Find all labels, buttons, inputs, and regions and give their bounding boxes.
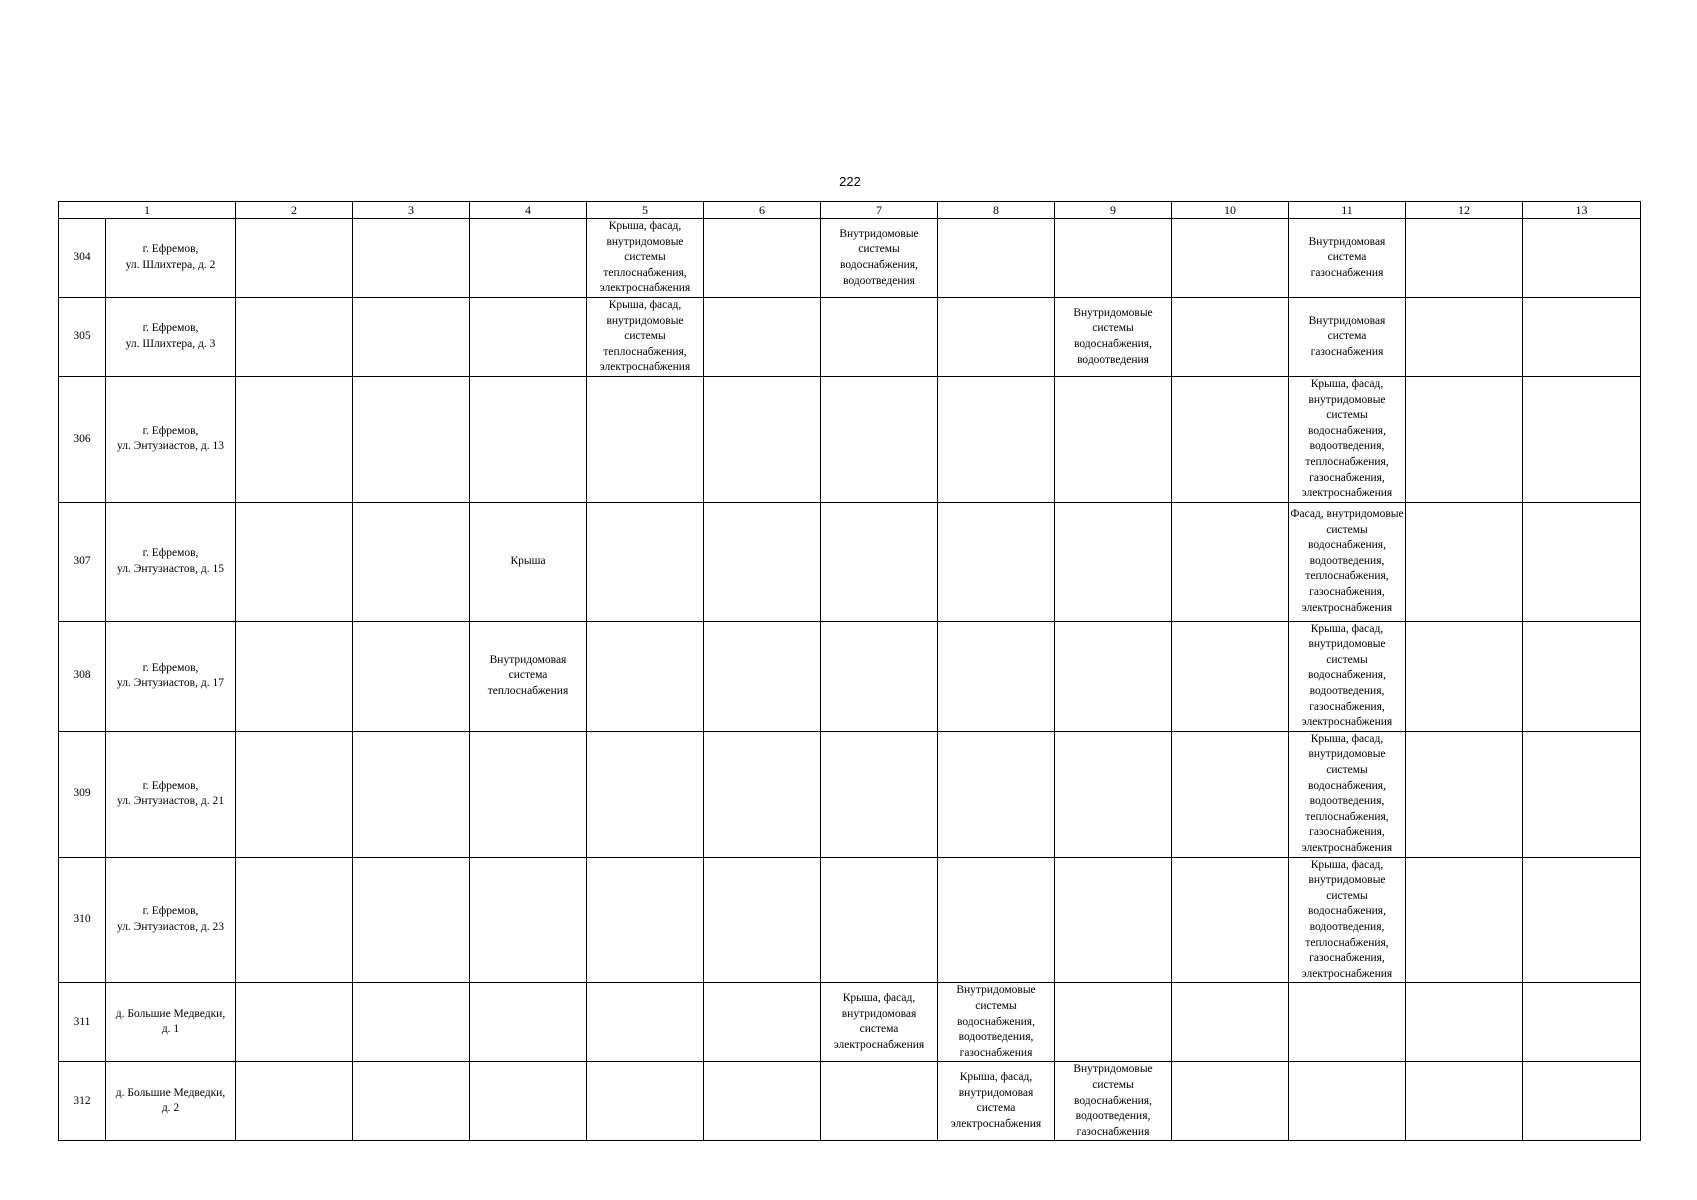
column-header-2: 2: [236, 202, 353, 219]
work-cell-col-6: [704, 1062, 821, 1141]
work-cell-text: Крыша, фасад, внутридомовые системы водоснабжения, водоотведения, газоснабжения, электроснабжения: [1301, 622, 1393, 729]
work-cell-col-2: [236, 731, 353, 857]
row-number: 309: [59, 731, 106, 857]
work-cell-col-4: [470, 621, 587, 731]
work-cell-text: Крыша, фасад, внутридомовые системы водоснабжения, водоотведения, теплоснабжения, газоснабжения, электроснабжения: [1301, 732, 1393, 854]
column-header-13: 13: [1523, 202, 1641, 219]
column-header-3: 3: [353, 202, 470, 219]
work-cell-col-4: [470, 219, 587, 298]
work-cell-col-10: [1172, 376, 1289, 502]
work-cell-col-8: [938, 297, 1055, 376]
address-cell: г. Ефремов, ул. Энтузиастов, д. 23: [106, 857, 236, 983]
address-cell: г. Ефремов, ул. Шлихтера, д. 2: [106, 219, 236, 298]
work-cell-col-10: [1172, 621, 1289, 731]
work-cell-text: Крыша, фасад, внутридомовая система электроснабжения: [833, 992, 925, 1051]
address-cell: г. Ефремов, ул. Энтузиастов, д. 17: [106, 621, 236, 731]
work-cell-col-9: [1055, 376, 1172, 502]
row-number: 312: [59, 1062, 106, 1141]
work-cell-text: Крыша, фасад, внутридомовые системы теплоснабжения, электроснабжения: [599, 220, 691, 295]
work-cell-col-12: [1406, 983, 1523, 1062]
work-cell-col-10: [1172, 1062, 1289, 1141]
row-number: 310: [59, 857, 106, 983]
work-cell-col-6: [704, 297, 821, 376]
work-cell-text: Крыша, фасад, внутридомовая система электроснабжения: [950, 1071, 1042, 1130]
work-cell-col-7: [821, 502, 938, 621]
table-row: [59, 502, 1641, 621]
column-header-9: 9: [1055, 202, 1172, 219]
work-cell-col-9: [1055, 983, 1172, 1062]
work-cell-col-3: [353, 219, 470, 298]
work-cell-col-9: [1055, 219, 1172, 298]
work-cell-col-8: [938, 1062, 1055, 1141]
work-cell-col-12: [1406, 1062, 1523, 1141]
address-cell: д. Большие Медведки, д. 2: [106, 1062, 236, 1141]
work-cell-col-13: [1523, 376, 1641, 502]
work-cell-col-2: [236, 1062, 353, 1141]
work-cell-col-13: [1523, 983, 1641, 1062]
work-cell-col-2: [236, 297, 353, 376]
work-cell-col-9: [1055, 1062, 1172, 1141]
work-cell-col-11: [1289, 376, 1406, 502]
work-cell-text: Внутридомовые системы водоснабжения, водоотведения, газоснабжения: [1073, 1063, 1153, 1138]
address-cell: г. Ефремов, ул. Шлихтера, д. 3: [106, 297, 236, 376]
work-cell-col-10: [1172, 219, 1289, 298]
work-cell-col-11: [1289, 983, 1406, 1062]
work-cell-col-5: [587, 219, 704, 298]
work-cell-col-10: [1172, 983, 1289, 1062]
work-cell-col-6: [704, 731, 821, 857]
column-header-4: 4: [470, 202, 587, 219]
work-cell-col-2: [236, 502, 353, 621]
work-cell-col-2: [236, 621, 353, 731]
address-cell: г. Ефремов, ул. Энтузиастов, д. 21: [106, 731, 236, 857]
column-header-12: 12: [1406, 202, 1523, 219]
work-cell-col-6: [704, 376, 821, 502]
repair-schedule-table: [58, 201, 1641, 1141]
work-cell-col-10: [1172, 731, 1289, 857]
work-cell-text: Крыша, фасад, внутридомовые системы теплоснабжения, электроснабжения: [599, 298, 691, 374]
work-cell-col-10: [1172, 297, 1289, 376]
work-cell-col-6: [704, 621, 821, 731]
work-cell-col-2: [236, 219, 353, 298]
work-cell-col-8: [938, 219, 1055, 298]
work-cell-text: Внутридомовая система теплоснабжения: [487, 653, 569, 698]
column-header-8: 8: [938, 202, 1055, 219]
work-cell-col-11: [1289, 502, 1406, 621]
work-cell-col-7: [821, 731, 938, 857]
page-number: 222: [839, 174, 861, 189]
work-cell-col-6: [704, 219, 821, 298]
work-cell-col-8: [938, 376, 1055, 502]
work-cell-text: Внутридомовая система газоснабжения: [1308, 314, 1386, 358]
work-cell-text: Крыша: [510, 554, 546, 567]
work-cell-text: Крыша, фасад, внутридомовые системы водоснабжения, водоотведения, теплоснабжения, газоснабжения, электроснабжения: [1301, 377, 1393, 500]
work-cell-col-12: [1406, 731, 1523, 857]
table-row: [59, 1062, 1641, 1141]
row-number: 304: [59, 219, 106, 298]
column-header-6: 6: [704, 202, 821, 219]
work-cell-col-7: [821, 1062, 938, 1141]
work-cell-col-11: [1289, 297, 1406, 376]
work-cell-col-8: [938, 621, 1055, 731]
work-cell-col-13: [1523, 1062, 1641, 1141]
table-row: [59, 857, 1641, 983]
work-cell-text: Внутридомовые системы водоснабжения, водоотведения: [839, 227, 919, 287]
work-cell-col-8: [938, 857, 1055, 983]
work-cell-col-7: [821, 857, 938, 983]
work-cell-col-13: [1523, 621, 1641, 731]
row-number: 305: [59, 297, 106, 376]
table-row: [59, 376, 1641, 502]
work-cell-col-11: [1289, 621, 1406, 731]
work-cell-col-2: [236, 983, 353, 1062]
work-cell-col-5: [587, 731, 704, 857]
work-cell-col-5: [587, 983, 704, 1062]
work-cell-col-3: [353, 502, 470, 621]
work-cell-col-12: [1406, 502, 1523, 621]
table-row: [59, 983, 1641, 1062]
work-cell-col-6: [704, 983, 821, 1062]
work-cell-col-6: [704, 857, 821, 983]
work-cell-text: Внутридомовая система газоснабжения: [1308, 235, 1386, 279]
work-cell-col-5: [587, 621, 704, 731]
work-cell-col-4: [470, 983, 587, 1062]
work-cell-col-4: [470, 1062, 587, 1141]
work-cell-col-8: [938, 731, 1055, 857]
work-cell-col-9: [1055, 857, 1172, 983]
work-cell-col-13: [1523, 297, 1641, 376]
work-cell-col-12: [1406, 219, 1523, 298]
table-row: [59, 219, 1641, 298]
work-cell-col-2: [236, 376, 353, 502]
work-cell-col-5: [587, 502, 704, 621]
work-cell-col-3: [353, 621, 470, 731]
column-header-7: 7: [821, 202, 938, 219]
column-header-1: 1: [59, 202, 236, 219]
row-number: 307: [59, 502, 106, 621]
work-cell-col-11: [1289, 219, 1406, 298]
address-cell: д. Большие Медведки, д. 1: [106, 983, 236, 1062]
work-cell-col-4: [470, 731, 587, 857]
work-cell-col-3: [353, 1062, 470, 1141]
table-row: [59, 621, 1641, 731]
work-cell-col-5: [587, 376, 704, 502]
work-cell-col-4: [470, 376, 587, 502]
column-header-11: 11: [1289, 202, 1406, 219]
address-cell: г. Ефремов, ул. Энтузиастов, д. 13: [106, 376, 236, 502]
work-cell-col-11: [1289, 1062, 1406, 1141]
work-cell-text: Фасад, внутридомовые системы водоснабжения, водоотведения, теплоснабжения, газоснабжения, электроснабжения: [1290, 508, 1404, 614]
column-header-10: 10: [1172, 202, 1289, 219]
work-cell-col-9: [1055, 297, 1172, 376]
work-cell-col-3: [353, 983, 470, 1062]
table-row: [59, 731, 1641, 857]
work-cell-col-3: [353, 857, 470, 983]
work-cell-col-13: [1523, 502, 1641, 621]
table-row: [59, 297, 1641, 376]
work-cell-col-10: [1172, 502, 1289, 621]
column-header-5: 5: [587, 202, 704, 219]
work-cell-col-12: [1406, 857, 1523, 983]
work-cell-col-10: [1172, 857, 1289, 983]
work-cell-col-5: [587, 857, 704, 983]
work-cell-col-4: [470, 857, 587, 983]
work-cell-col-12: [1406, 376, 1523, 502]
row-number: 308: [59, 621, 106, 731]
work-cell-col-7: [821, 621, 938, 731]
work-cell-col-4: [470, 297, 587, 376]
work-cell-col-8: [938, 983, 1055, 1062]
work-cell-col-2: [236, 857, 353, 983]
work-cell-text: Внутридомовые системы водоснабжения, водоотведения: [1073, 306, 1153, 366]
work-cell-col-9: [1055, 621, 1172, 731]
work-cell-col-5: [587, 1062, 704, 1141]
work-cell-col-3: [353, 731, 470, 857]
work-cell-col-11: [1289, 731, 1406, 857]
work-cell-col-5: [587, 297, 704, 376]
work-cell-col-13: [1523, 857, 1641, 983]
work-cell-col-4: [470, 502, 587, 621]
work-cell-col-7: [821, 297, 938, 376]
work-cell-col-7: [821, 219, 938, 298]
work-cell-text: Внутридомовые системы водоснабжения, водоотведения, газоснабжения: [956, 984, 1036, 1059]
work-cell-col-6: [704, 502, 821, 621]
work-cell-col-7: [821, 376, 938, 502]
address-cell: г. Ефремов, ул. Энтузиастов, д. 15: [106, 502, 236, 621]
row-number: 311: [59, 983, 106, 1062]
work-cell-col-12: [1406, 297, 1523, 376]
work-cell-col-3: [353, 297, 470, 376]
work-cell-col-13: [1523, 731, 1641, 857]
work-cell-col-9: [1055, 502, 1172, 621]
table-body: [59, 202, 1641, 1141]
work-cell-col-13: [1523, 219, 1641, 298]
work-cell-col-3: [353, 376, 470, 502]
work-cell-text: Крыша, фасад, внутридомовые системы водоснабжения, водоотведения, теплоснабжения, газоснабжения, электроснабжения: [1301, 858, 1393, 980]
work-cell-col-12: [1406, 621, 1523, 731]
header-row: [59, 202, 1641, 219]
work-cell-col-7: [821, 983, 938, 1062]
work-cell-col-9: [1055, 731, 1172, 857]
work-cell-col-8: [938, 502, 1055, 621]
work-cell-col-11: [1289, 857, 1406, 983]
row-number: 306: [59, 376, 106, 502]
